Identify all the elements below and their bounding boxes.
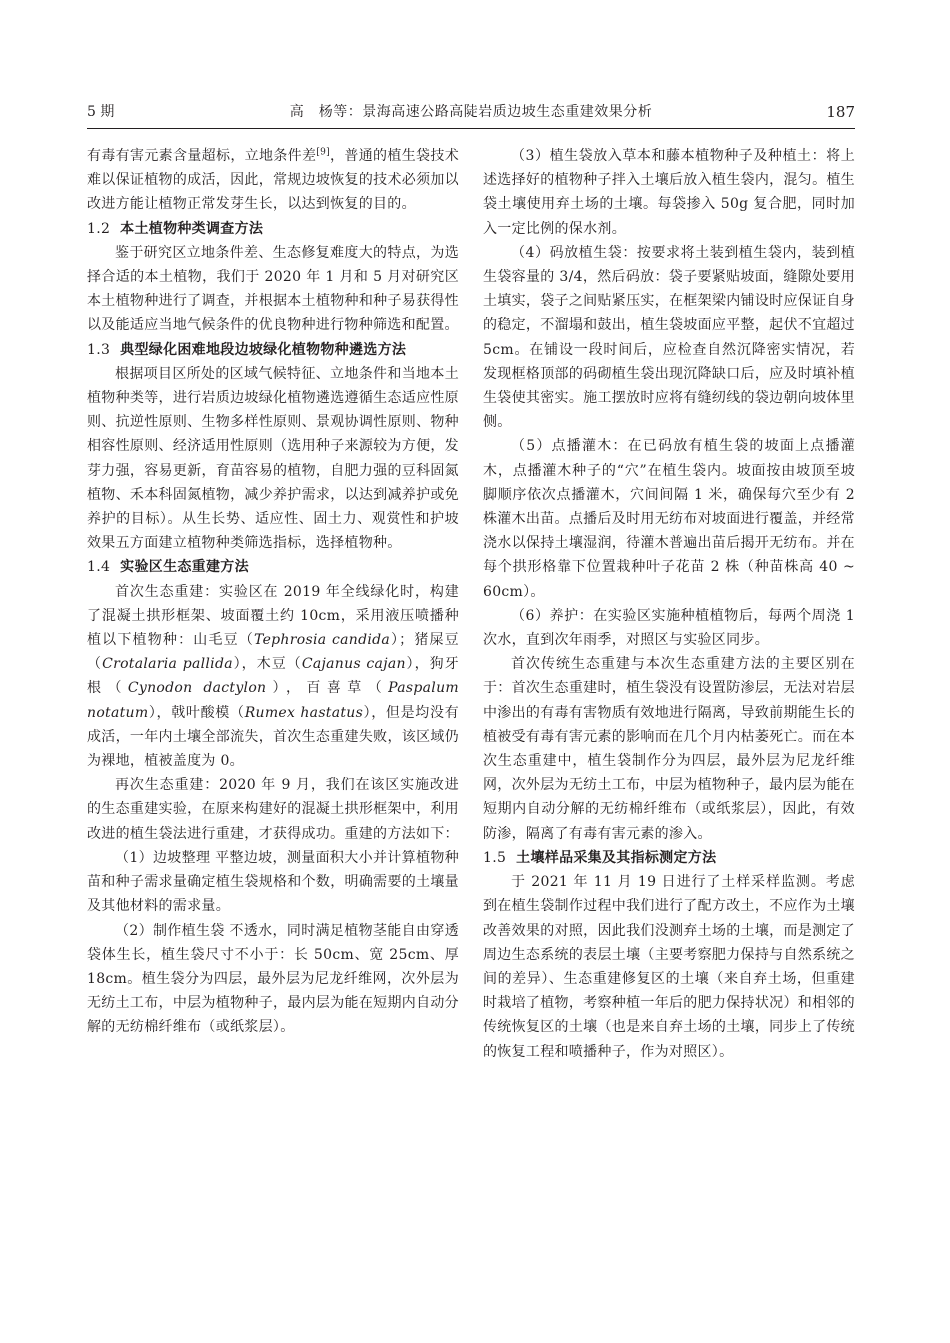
paragraph: 根据项目区所处的区域气候特征、立地条件和当地本土植物种类等，进行岩质边坡绿化植物遴选遵循生态适应性原则、抗逆性原则、生物多样性原则、景观协调性原则、物种相容性原则、经济适用性原则（选用种子来源较为方便，发芽力强，容易更新，育苗容易的植物，自肥力强的豆科固氮植物、禾本科固氮植物，减少养护需求，以达到减养护或免养护的目标）。从生长势、适应性、固土力、观赏性和护坡效果五方面建立植物种类筛选指标，选择植物种。 [87,365,459,552]
left-column [87,144,459,1040]
section-heading-1-3: 1.3 典型绿化困难地段边坡绿化植物物种遴选方法 [87,341,407,358]
paragraph: 首次生态重建：实验区在 2019 年全线绿化时，构建了混凝土拱形框架、坡面覆土约 10cm，采用液压喷播种植以下植物种：山毛豆（Tephrosia candida）；猪屎豆（Crotalaria pallida），木豆（Cajanus cajan），狗牙根（Cynodon dactylon），百喜草（Paspalum notatum），戟叶酸模（Rumex hastatus），但是均没有成活，一年内土壤全部流失，首次生态重建失败，该区域仍为裸地，植被盖度为 0。 [87,583,460,770]
paragraph: （4）码放植生袋：按要求将土装到植生袋内，装到植生袋容量的 3/4，然后码放：袋子要紧贴坡面，缝隙处要用土填实，袋子之间贴紧压实，在框架梁内铺设时应保证自身的稳定，不溜塌和鼓出，植生袋坡面应平整，起伏不宜超过 5cm。在铺设一段时间后，应检查自然沉降密实情况，若发现框格顶部的码砌植生袋出现沉降缺口后，应及时填补植生袋使其密实。施工摆放时应将有缝纫线的袋边朝向坡体里侧。 [483,244,855,431]
paragraph: （3）植生袋放入草本和藤本植物种子及种植土：将上述选择好的植物种子拌入土壤后放入植生袋内，混匀。植生袋土壤使用弃土场的土壤。每袋掺入 50g 复合肥，同时加入一定比例的保水剂。 [483,148,855,237]
paragraph: 首次传统生态重建与本次生态重建方法的主要区别在于：首次生态重建时，植生袋没有设置防渗层，无法对岩层中渗出的有毒有害物质有效地进行隔离，导致前期能生长的植被受有毒有害元素的影响而在几个月内枯萎死亡。而在本次生态重建中，植生袋制作分为四层，最外层为尼龙纤维网，次外层为无纺土工布，中层为植物种子，最内层为能在短期内自动分解的无纺棉纤维布（或纸浆层），因此，有效防渗，隔离了有毒有害元素的渗入。 [483,656,855,842]
right-column [483,144,855,1064]
species-name: Tephrosia candida [254,632,391,649]
section-heading-1-4: 1.4 实验区生态重建方法 [87,559,249,576]
citation-ref[interactable]: [9] [316,147,330,158]
paragraph: 鉴于研究区立地条件差、生态修复难度大的特点，为选择合适的本土植物，我们于 2020 年 1 月和 5 月对研究区本土植物种进行了调查，并根据本土植物种和种子易获得性以及能适应当地气候条件的优良物种进行物种筛选和配置。 [87,244,459,334]
species-name: Rumex hastatus [244,704,364,721]
running-title: 高 杨等：景海高速公路高陡岩质边坡生态重建效果分析 [289,104,653,120]
paragraph: （5）点播灌木：在已码放有植生袋的坡面上点播灌木，点播灌木种子的“穴”在植生袋内。坡面按由坡顶至坡脚顺序依次点播灌木，穴间间隔 1 米，确保每穴至少有 2 株灌木出苗。点播后及时用无纺布对坡面进行覆盖，并经常浇水以保持土壤湿润，待灌木普遍出苗后揭开无纺布。并在每个拱形格靠下位置栽种叶子花苗 2 株（种苗株高 40 ~ 60cm）。 [483,438,855,600]
paragraph: 于 2021 年 11 月 19 日进行了土样采样监测。考虑到在植生袋制作过程中我们进行了配方改土，不应作为土壤改善效果的对照，因此我们没测弃土场的土壤，而是测定了周边生态系统的表层土壤（主要考察肥力保持与自然系统之间的差异）、生态重建修复区的土壤（来自弃土场，但重建时栽培了植物，考察种植一年后的肥力保持状况）和相邻的传统恢复区的土壤（也是来自弃土场的土壤，同步上了传统的恢复工程和喷播种子，作为对照区）。 [483,874,855,1060]
section-heading-1-2: 1.2 本土植物种类调查方法 [87,220,264,237]
running-header [87,100,855,124]
paragraph: （1）边坡整理 平整边坡，测量面积大小并计算植物种苗和种子需求量确定植生袋规格和个数，明确需要的土壤量及其他材料的需求量。 [87,849,459,915]
species-name: Cajanus cajan [301,656,406,673]
section-heading-1-5: 1.5 土壤样品采集及其指标测定方法 [483,849,717,866]
species-name: Paspalum notatum [87,680,459,721]
paragraph: 再次生态重建：2020 年 9 月，我们在该区实施改进的生态重建实验，在原来构建好的混凝土拱形框架中，利用改进的植生袋法进行重建，才获得成功。重建的方法如下： [87,777,459,842]
paragraph: （6）养护：在实验区实施种植植物后，每两个周浇 1 次水，直到次年雨季，对照区与实验区同步。 [483,607,855,649]
species-name: Cynodon dactylon [127,680,267,697]
species-name: Crotalaria pallida [102,656,233,673]
page-number: 187 [826,103,855,121]
issue-label: 5 期 [87,104,115,120]
header-divider [87,128,855,129]
paragraph: 有毒有害元素含量超标，立地条件差[9]，普通的植生袋技术难以保证植物的成活，因此，常规边坡恢复的技术必须加以改进方能让植物正常发芽生长，以达到恢复的目的。 [87,147,459,213]
paragraph: （2）制作植生袋 不透水，同时满足植物茎能自由穿透袋体生长，植生袋尺寸不小于：长 50cm、宽 25cm、厚 18cm。植生袋分为四层，最外层为尼龙纤维网，次外层为无纺土工布，中层为植物种子，最内层为能在短期内自动分解的无纺棉纤维布（或纸浆层）。 [87,922,459,1036]
